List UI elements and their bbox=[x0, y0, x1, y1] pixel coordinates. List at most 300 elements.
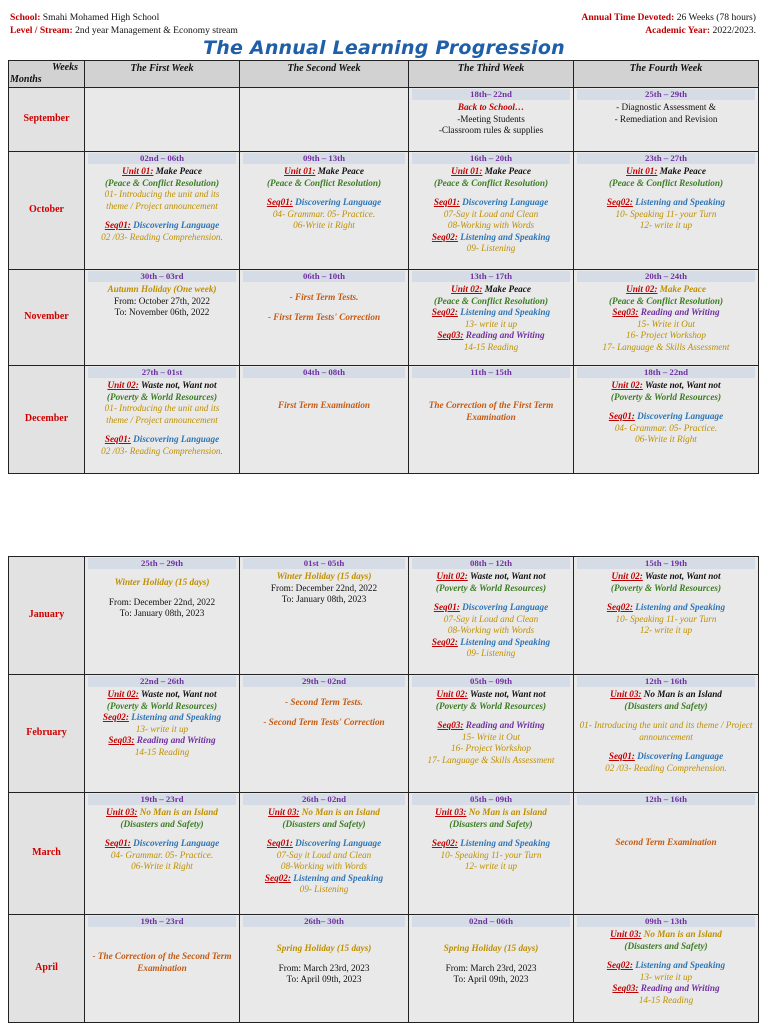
lesson: 01- Introducing the unit and its bbox=[104, 403, 220, 413]
row-march bbox=[9, 793, 759, 915]
seq-title: Listening and Speaking bbox=[635, 602, 726, 612]
date-range: 05th – 09th bbox=[412, 794, 570, 805]
seq-title: Reading and Writing bbox=[465, 720, 545, 730]
lesson: 04- Grammar. 05- Practice. bbox=[272, 208, 376, 219]
month-march: March bbox=[9, 793, 85, 915]
sequence bbox=[412, 720, 570, 732]
cell bbox=[240, 366, 409, 474]
unit-theme: (Disasters and Safety) bbox=[624, 700, 708, 711]
sequence bbox=[412, 232, 570, 244]
unit-theme: (Peace & Conflict Resolution) bbox=[266, 177, 382, 188]
lesson: 09- Listening bbox=[299, 884, 349, 894]
lesson: 06-Write it Right bbox=[293, 220, 355, 230]
lesson: 07-Say it Loud and Clean bbox=[276, 849, 372, 860]
seq-label: Seq03: bbox=[612, 307, 639, 317]
row-february bbox=[9, 675, 759, 793]
unit-theme: (Poverty & World Resources) bbox=[610, 391, 722, 402]
term-exam: First Term Examination bbox=[277, 400, 371, 410]
unit-theme: (Poverty & World Resources) bbox=[435, 700, 547, 711]
exam-correction: - The Correction of the Second Term Examination bbox=[92, 951, 232, 973]
lesson: 09- Listening bbox=[466, 648, 516, 658]
unit-theme: (Disasters and Safety) bbox=[624, 940, 708, 951]
sequence bbox=[412, 637, 570, 649]
cell bbox=[85, 366, 240, 474]
seq-title: Discovering Language bbox=[295, 838, 382, 848]
month-january: January bbox=[9, 557, 85, 675]
unit-prefix: Unit 03: bbox=[268, 807, 300, 817]
cell bbox=[240, 270, 409, 366]
document-header bbox=[10, 11, 758, 59]
lesson: 12- write it up bbox=[639, 625, 693, 635]
lesson: 13- write it up bbox=[639, 971, 693, 982]
date-range: 01st – 05th bbox=[243, 558, 405, 569]
cell bbox=[409, 88, 574, 152]
unit-prefix: Unit 01: bbox=[451, 166, 483, 176]
unit-title bbox=[577, 284, 755, 296]
column-week2: The Second Week bbox=[240, 61, 409, 88]
cell bbox=[574, 915, 759, 1023]
unit-theme: (Disasters and Safety) bbox=[120, 818, 204, 829]
unit-name: No Man is an Island bbox=[643, 929, 722, 939]
seq-title: Reading and Writing bbox=[640, 983, 720, 993]
unit-name: No Man is an Island bbox=[301, 807, 380, 817]
time-devoted: 26 Weeks (78 hours) bbox=[676, 12, 756, 23]
lesson: theme / Project announcement bbox=[106, 414, 218, 425]
date-range: 12th – 16th bbox=[577, 676, 755, 687]
seq-label: Seq02: bbox=[431, 838, 458, 848]
year-label: Academic Year: bbox=[645, 25, 711, 36]
school-label: School: bbox=[10, 12, 41, 23]
seq-label: Seq01: bbox=[608, 411, 635, 421]
seq-title: Listening and Speaking bbox=[635, 197, 726, 207]
unit-name: Make Peace bbox=[155, 166, 202, 176]
unit-theme: (Peace & Conflict Resolution) bbox=[608, 295, 724, 306]
sequence bbox=[243, 197, 405, 209]
lesson: 10- Speaking 11- your Turn bbox=[440, 849, 542, 860]
date-range: 02nd – 06th bbox=[88, 153, 236, 164]
unit-theme: (Poverty & World Resources) bbox=[106, 391, 218, 402]
unit-theme: (Disasters and Safety) bbox=[282, 818, 366, 829]
unit-theme: (Peace & Conflict Resolution) bbox=[433, 295, 549, 306]
lesson: 08-Working with Words bbox=[447, 625, 535, 635]
cell bbox=[574, 88, 759, 152]
unit-name: Waste not, Want not bbox=[644, 571, 721, 581]
date-range: 15th – 19th bbox=[577, 558, 755, 569]
date-range: 26th– 30th bbox=[243, 916, 405, 927]
cell bbox=[85, 557, 240, 675]
month-february: February bbox=[9, 675, 85, 793]
date-range: 09th – 13th bbox=[243, 153, 405, 164]
date-range: 22nd – 26th bbox=[88, 676, 236, 687]
seq-title: Discovering Language bbox=[133, 434, 220, 444]
cell bbox=[240, 675, 409, 793]
lesson: 04- Grammar. 05- Practice. bbox=[110, 849, 214, 860]
holiday-to: To: April 09th, 2023 bbox=[453, 974, 529, 984]
lesson: 02 /03- Reading Comprehension. bbox=[101, 231, 223, 242]
term-tests-correction: - Second Term Tests' Correction bbox=[263, 716, 385, 727]
unit-title bbox=[243, 807, 405, 819]
sequence bbox=[88, 434, 236, 446]
unit-prefix: Unit 02: bbox=[626, 284, 658, 294]
date-range: 02nd – 06th bbox=[412, 916, 570, 927]
holiday-from: From: December 22nd, 2022 bbox=[108, 596, 216, 607]
seq-label: Seq02: bbox=[102, 712, 129, 722]
seq-title: Discovering Language bbox=[637, 411, 724, 421]
row-november bbox=[9, 270, 759, 366]
date-range: 23th – 27th bbox=[577, 153, 755, 164]
seq-title: Reading and Writing bbox=[465, 330, 545, 340]
seq-label: Seq02: bbox=[264, 872, 291, 883]
lesson: 16- Project Workshop bbox=[451, 743, 531, 753]
seq-title: Discovering Language bbox=[133, 838, 220, 848]
lesson: 14-15 Reading bbox=[134, 746, 190, 757]
cell bbox=[409, 793, 574, 915]
unit-theme: (Poverty & World Resources) bbox=[610, 582, 722, 593]
unit-title bbox=[243, 166, 405, 178]
seq-label: Seq02: bbox=[606, 602, 633, 612]
unit-title bbox=[577, 571, 755, 583]
seq-title: Listening and Speaking bbox=[635, 960, 726, 970]
seq-title: Reading and Writing bbox=[136, 735, 216, 745]
seq-title: Listening and Speaking bbox=[460, 838, 551, 848]
sequence bbox=[577, 751, 755, 763]
lesson: 04- Grammar. 05- Practice. bbox=[614, 422, 718, 433]
cell bbox=[240, 793, 409, 915]
month-october: October bbox=[9, 152, 85, 270]
unit-title bbox=[412, 166, 570, 178]
date-range: 30th – 03rd bbox=[88, 271, 236, 282]
sequence bbox=[577, 960, 755, 972]
seq-label: Seq01: bbox=[104, 434, 131, 444]
sequence bbox=[577, 197, 755, 209]
date-range: 26th – 02nd bbox=[243, 794, 405, 805]
sequence bbox=[88, 220, 236, 232]
unit-theme: (Poverty & World Resources) bbox=[435, 582, 547, 593]
remediation: - Remediation and Revision bbox=[614, 113, 718, 124]
unit-theme: (Peace & Conflict Resolution) bbox=[608, 177, 724, 188]
unit-prefix: Unit 01: bbox=[284, 166, 316, 176]
date-range: 29th – 02nd bbox=[243, 676, 405, 687]
holiday-from: From: December 22nd, 2022 bbox=[270, 582, 378, 593]
cell bbox=[85, 88, 240, 152]
seq-label: Seq02: bbox=[431, 636, 458, 647]
sequence bbox=[412, 838, 570, 850]
date-range: 19th – 23rd bbox=[88, 916, 236, 927]
academic-year: 2022/2023. bbox=[712, 25, 756, 36]
unit-theme: (Disasters and Safety) bbox=[449, 818, 533, 829]
cell bbox=[409, 675, 574, 793]
cell bbox=[574, 270, 759, 366]
unit-theme: (Poverty & World Resources) bbox=[106, 700, 218, 711]
cell bbox=[85, 152, 240, 270]
unit-title bbox=[88, 689, 236, 701]
cell bbox=[574, 675, 759, 793]
corner-header bbox=[9, 61, 85, 88]
header-right bbox=[581, 11, 756, 37]
date-range: 13th – 17th bbox=[412, 271, 570, 282]
lesson: 14-15 Reading bbox=[638, 994, 694, 1005]
unit-title bbox=[88, 807, 236, 819]
unit-name: Make Peace bbox=[317, 166, 364, 176]
seq-title: Discovering Language bbox=[133, 220, 220, 230]
seq-label: Seq01: bbox=[608, 751, 635, 761]
unit-prefix: Unit 02: bbox=[611, 571, 643, 581]
lesson: 10- Speaking 11- your Turn bbox=[615, 613, 717, 624]
unit-title bbox=[577, 380, 755, 392]
school-name: Smahi Mohamed High School bbox=[42, 12, 160, 23]
unit-prefix: Unit 03: bbox=[435, 807, 467, 817]
holiday-to: To: January 08th, 2023 bbox=[281, 594, 367, 604]
seq-label: Seq02: bbox=[431, 307, 458, 317]
holiday-title: Winter Holiday (15 days) bbox=[276, 571, 372, 581]
time-label: Annual Time Devoted: bbox=[581, 12, 675, 23]
progression-table-term1 bbox=[8, 60, 759, 474]
cell bbox=[574, 793, 759, 915]
cell bbox=[409, 366, 574, 474]
holiday-to: To: November 06th, 2022 bbox=[114, 307, 210, 317]
seq-title: Listening and Speaking bbox=[460, 231, 551, 242]
cell bbox=[240, 915, 409, 1023]
seq-title: Listening and Speaking bbox=[293, 872, 384, 883]
row-january bbox=[9, 557, 759, 675]
holiday-to: To: April 09th, 2023 bbox=[286, 974, 362, 984]
date-range: 18th– 22nd bbox=[412, 89, 570, 100]
unit-title bbox=[412, 807, 570, 819]
lesson: 02 /03- Reading Comprehension. bbox=[605, 762, 727, 773]
holiday-title: Spring Holiday (15 days) bbox=[443, 943, 539, 953]
unit-prefix: Unit 02: bbox=[107, 380, 139, 390]
lesson: 14-15 Reading bbox=[463, 341, 519, 352]
seq-title: Listening and Speaking bbox=[460, 636, 551, 647]
unit-prefix: Unit 01: bbox=[626, 166, 658, 176]
unit-title bbox=[88, 380, 236, 392]
lesson: 01- Introducing the unit and its bbox=[104, 189, 220, 199]
seq-label: Seq01: bbox=[433, 602, 460, 612]
unit-name: No Man is an Island bbox=[139, 807, 218, 817]
date-range: 09th – 13th bbox=[577, 916, 755, 927]
unit-name: Waste not, Want not bbox=[140, 380, 217, 390]
lesson: 09- Listening bbox=[466, 243, 516, 253]
seq-title: Listening and Speaking bbox=[460, 307, 551, 317]
holiday-to: To: January 08th, 2023 bbox=[119, 608, 205, 618]
term-tests-correction: - First Term Tests' Correction bbox=[267, 311, 381, 322]
unit-title bbox=[412, 284, 570, 296]
cell bbox=[409, 270, 574, 366]
seq-label: Seq01: bbox=[433, 197, 460, 207]
cell bbox=[240, 557, 409, 675]
unit-title bbox=[412, 571, 570, 583]
date-range: 19th – 23rd bbox=[88, 794, 236, 805]
seq-label: Seq03: bbox=[437, 330, 464, 340]
month-september: September bbox=[9, 88, 85, 152]
cell bbox=[409, 915, 574, 1023]
cell bbox=[409, 152, 574, 270]
date-range: 27th – 01st bbox=[88, 367, 236, 378]
unit-theme: (Peace & Conflict Resolution) bbox=[433, 177, 549, 188]
seq-label: Seq01: bbox=[266, 197, 293, 207]
sequence bbox=[243, 873, 405, 885]
unit-prefix: Unit 02: bbox=[436, 689, 468, 699]
cell bbox=[85, 793, 240, 915]
unit-name: Make Peace bbox=[484, 284, 531, 294]
seq-title: Reading and Writing bbox=[640, 307, 720, 317]
date-range: 18th – 22nd bbox=[577, 367, 755, 378]
holiday-title: Spring Holiday (15 days) bbox=[276, 943, 372, 953]
sequence bbox=[243, 838, 405, 850]
unit-prefix: Unit 02: bbox=[611, 380, 643, 390]
lesson: 06-Write it Right bbox=[131, 861, 193, 871]
seq-label: Seq01: bbox=[104, 220, 131, 230]
lesson: theme / Project announcement bbox=[106, 200, 218, 211]
sequence bbox=[577, 307, 755, 319]
unit-name: No Man is an Island bbox=[468, 807, 547, 817]
cell bbox=[409, 557, 574, 675]
lesson: 13- write it up bbox=[464, 318, 518, 329]
unit-name: Make Peace bbox=[659, 284, 706, 294]
date-range: 08th – 12th bbox=[412, 558, 570, 569]
unit-theme: (Peace & Conflict Resolution) bbox=[104, 177, 220, 188]
seq-label: Seq02: bbox=[606, 960, 633, 970]
meeting-students: -Meeting Students bbox=[457, 113, 525, 124]
row-september bbox=[9, 88, 759, 152]
sequence bbox=[412, 602, 570, 614]
date-range: 25th – 29th bbox=[577, 89, 755, 100]
month-april: April bbox=[9, 915, 85, 1023]
sequence bbox=[88, 712, 236, 724]
unit-name: Make Peace bbox=[484, 166, 531, 176]
classroom-rules: -Classroom rules & supplies bbox=[438, 125, 544, 135]
unit-name: Waste not, Want not bbox=[140, 689, 217, 699]
lesson: 12- write it up bbox=[639, 220, 693, 230]
seq-label: Seq03: bbox=[437, 720, 464, 730]
unit-title bbox=[88, 166, 236, 178]
seq-label: Seq03: bbox=[612, 983, 639, 993]
seq-title: Discovering Language bbox=[462, 197, 549, 207]
holiday-from: From: March 23rd, 2023 bbox=[445, 962, 537, 973]
row-december bbox=[9, 366, 759, 474]
unit-title bbox=[577, 166, 755, 178]
cell bbox=[574, 152, 759, 270]
unit-prefix: Unit 02: bbox=[436, 571, 468, 581]
lesson: 07-Say it Loud and Clean bbox=[443, 208, 539, 219]
sequence bbox=[88, 838, 236, 850]
page-title: The Annual Learning Progression bbox=[203, 37, 565, 59]
weeks-label: Weeks bbox=[52, 62, 78, 73]
seq-label: Seq02: bbox=[431, 231, 458, 242]
seq-label: Seq01: bbox=[266, 838, 293, 848]
lesson: 10- Speaking 11- your Turn bbox=[615, 208, 717, 219]
unit-name: No Man is an Island bbox=[643, 689, 722, 699]
level-stream: 2nd year Management & Economy stream bbox=[75, 25, 238, 36]
cell bbox=[240, 152, 409, 270]
cell bbox=[85, 270, 240, 366]
seq-title: Discovering Language bbox=[295, 197, 382, 207]
row-october bbox=[9, 152, 759, 270]
cell bbox=[574, 557, 759, 675]
lesson: 08-Working with Words bbox=[280, 861, 368, 871]
lesson: 02 /03- Reading Comprehension. bbox=[101, 445, 223, 456]
back-to-school: Back to School… bbox=[457, 102, 525, 112]
cell bbox=[85, 915, 240, 1023]
unit-name: Waste not, Want not bbox=[644, 380, 721, 390]
unit-prefix: Unit 02: bbox=[107, 689, 139, 699]
unit-prefix: Unit 03: bbox=[610, 689, 642, 699]
column-week3: The Third Week bbox=[409, 61, 574, 88]
header-left bbox=[10, 11, 238, 37]
date-range: 05th – 09th bbox=[412, 676, 570, 687]
lesson: 13- write it up bbox=[135, 723, 189, 734]
seq-label: Seq03: bbox=[108, 735, 135, 745]
sequence bbox=[577, 602, 755, 614]
date-range: 04th – 08th bbox=[243, 367, 405, 378]
term-tests: - First Term Tests. bbox=[289, 292, 359, 302]
lesson: 16- Project Workshop bbox=[626, 330, 706, 340]
unit-prefix: Unit 02: bbox=[451, 284, 483, 294]
seq-label: Seq01: bbox=[104, 838, 131, 848]
lesson: 08-Working with Words bbox=[447, 220, 535, 230]
sequence bbox=[412, 197, 570, 209]
unit-title bbox=[577, 929, 755, 941]
date-range: 20th – 24th bbox=[577, 271, 755, 282]
sequence bbox=[577, 983, 755, 995]
cell bbox=[574, 366, 759, 474]
month-december: December bbox=[9, 366, 85, 474]
unit-prefix: Unit 03: bbox=[610, 929, 642, 939]
column-week1: The First Week bbox=[85, 61, 240, 88]
date-range: 12th – 16th bbox=[577, 794, 755, 805]
lesson: 12- write it up bbox=[464, 861, 518, 871]
date-range: 16th – 20th bbox=[412, 153, 570, 164]
date-range: 11th – 15th bbox=[412, 367, 570, 378]
unit-name: Waste not, Want not bbox=[469, 571, 546, 581]
lesson: 17- Language & Skills Assessment bbox=[602, 341, 730, 352]
lesson: 17- Language & Skills Assessment bbox=[427, 754, 555, 765]
lesson: 06-Write it Right bbox=[635, 434, 697, 444]
holiday-title: Autumn Holiday (One week) bbox=[107, 284, 217, 294]
level-label: Level / Stream: bbox=[10, 25, 73, 36]
row-april bbox=[9, 915, 759, 1023]
holiday-from: From: March 23rd, 2023 bbox=[278, 962, 370, 973]
seq-title: Discovering Language bbox=[462, 602, 549, 612]
sequence bbox=[88, 735, 236, 747]
cell bbox=[85, 675, 240, 793]
diagnostic: - Diagnostic Assessment & bbox=[616, 102, 716, 112]
holiday-title: Winter Holiday (15 days) bbox=[114, 577, 210, 587]
unit-name: Make Peace bbox=[659, 166, 706, 176]
lesson: 01- Introducing the unit and its theme / Project announcement bbox=[579, 720, 753, 742]
unit-name: Waste not, Want not bbox=[469, 689, 546, 699]
progression-table-term2 bbox=[8, 556, 759, 1023]
unit-prefix: Unit 03: bbox=[106, 807, 138, 817]
unit-prefix: Unit 01: bbox=[122, 166, 154, 176]
cell bbox=[240, 88, 409, 152]
sequence bbox=[412, 330, 570, 342]
date-range: 25th – 29th bbox=[88, 558, 236, 569]
lesson: 07-Say it Loud and Clean bbox=[443, 613, 539, 624]
date-range: 06th – 10th bbox=[243, 271, 405, 282]
months-label: Months bbox=[10, 73, 42, 85]
exam-correction: The Correction of the First Term Examination bbox=[428, 400, 554, 422]
term-exam: Second Term Examination bbox=[615, 837, 717, 847]
unit-title bbox=[412, 689, 570, 701]
term-tests: - Second Term Tests. bbox=[285, 697, 363, 707]
lesson: 15- Write it Out bbox=[462, 731, 520, 742]
sequence bbox=[577, 411, 755, 423]
holiday-from: From: October 27th, 2022 bbox=[114, 295, 210, 306]
column-week4: The Fourth Week bbox=[574, 61, 759, 88]
lesson: 15- Write it Out bbox=[637, 318, 695, 329]
sequence bbox=[412, 307, 570, 319]
